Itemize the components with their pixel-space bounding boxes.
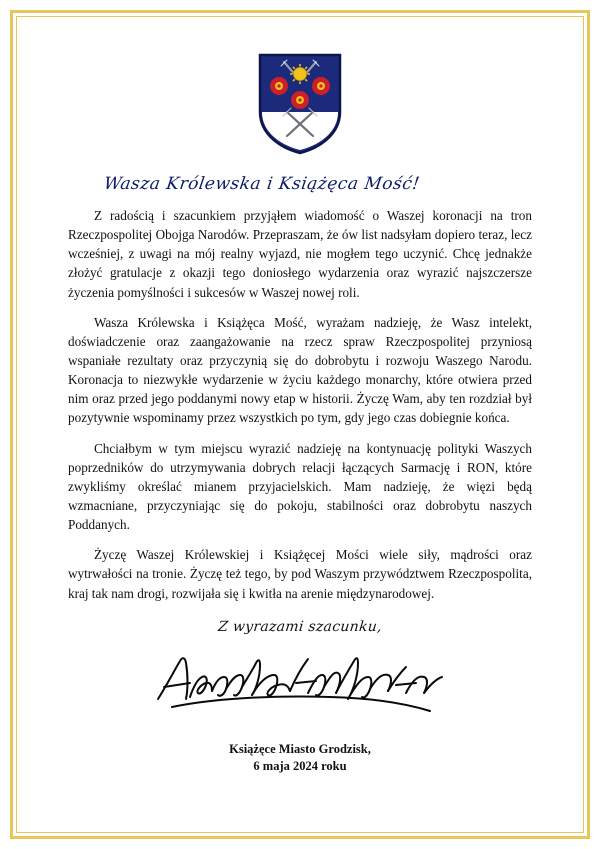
heraldic-rose-icon [312,77,330,95]
footer-place: Książęce Miasto Grodzisk, [229,741,371,756]
closing-phrase: Z wyrazami szacunku, [217,618,383,635]
paragraph: Z radością i szacunkiem przyjąłem wiadomość o Waszej koronacji na tron Rzeczpospolitej Obojga Narodów. Przepraszam, że ów list nadsyłam dopiero teraz, lecz wcześniej, z uwagi na mój realny wyjazd, nie mogłem tego uczynić. Chcę jednakże złożyć gratulacje z okazji tego doniosłego wydarzenia oraz wyrazić najszczersze życzenia pomyślności i sukcesów w Waszej nowej roli. [68,208,532,300]
crest-container [62,52,538,156]
paragraph: Chciałbym w tym miejscu wyrazić nadzieję na kontynuację polityki Waszych poprzedników do utrzymywania dobrych relacji łączących Sarmację i RON, które zwykliśmy określać mianem przyjacielskich. Mam nadzieję, że więzi będą wzmacniane, przyczyniając się do pokoju, stabilności oraz dobrobytu naszych Poddanych. [68,440,532,533]
letter-content [12,12,588,837]
paragraph: Życzę Waszej Królewskiej i Książęcej Mości wiele siły, mądrości oraz wytrwałości na tronie. Życzę też tego, by pod Waszym przywództwem Rzeczpospolita, kraj tak nam drogi, rozwijała się i kwitła na arenie międzynarodowej. [68,547,532,601]
paragraph: Wasza Królewska i Książęca Mość, wyrażam nadzieję, że Wasz intelekt, doświadczenie oraz zaangażowanie na rzecz spraw Rzeczpospolitej przyniosą wspaniałe rezultaty oraz przyczynią się do dobrobytu i rozwoju Waszego Narodu. Koronacja to niezwykłe wydarzenie w życiu każdego monarchy, które otwiera przed nim oraz przed jego poddanymi nowy etap w historii. Życzę Wam, aby ten rozdział był pozytywnie wspominamy przez wszystkich po tym, gdy jego czas dobiegnie końca. [68,314,532,426]
letter-body [62,206,538,603]
coat-of-arms-shield-icon [257,52,343,156]
heraldic-rose-icon [291,91,309,109]
footer-date: 6 maja 2024 roku [253,758,347,773]
letter-footer [62,741,538,775]
signature-container [62,641,538,715]
heraldic-rose-icon [270,77,288,95]
salutation: Wasza Królewska i Książęca Mość! [102,174,422,194]
handwritten-signature-icon [150,641,450,715]
